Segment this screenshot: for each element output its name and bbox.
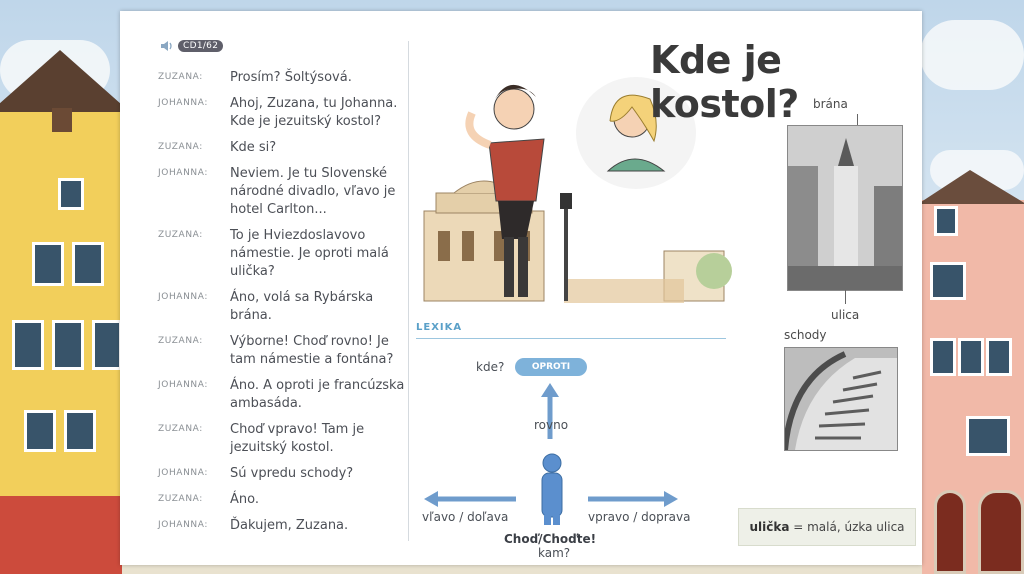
- house-window: [92, 320, 122, 370]
- utterance: Neviem. Je tu Slovenské národné divadlo, vľavo je hotel Carlton...: [230, 166, 396, 217]
- house-window: [52, 320, 84, 370]
- word-right: vpravo / doprava: [588, 510, 691, 524]
- house-window: [58, 178, 84, 210]
- speaker-name: ZUZANA:: [158, 494, 203, 504]
- house-window: [12, 320, 44, 370]
- speaker-name: ZUZANA:: [158, 142, 203, 152]
- pink-house: [922, 200, 1024, 574]
- dialogue-line: [158, 333, 408, 369]
- dialogue-line: [158, 95, 408, 131]
- utterance: Ďakujem, Zuzana.: [230, 518, 349, 533]
- speaker-name: ZUZANA:: [158, 72, 203, 82]
- dialogue-line: [158, 69, 408, 87]
- house-roof: [918, 170, 1024, 204]
- speaker-name: ZUZANA:: [158, 336, 203, 346]
- speaker-icon: [160, 40, 174, 52]
- house-window: [958, 338, 984, 376]
- dialogue-line: [158, 465, 408, 483]
- gloss-definition: = malá, úzka ulica: [789, 520, 905, 534]
- word-where: kde?: [476, 360, 505, 374]
- speaker-name: ZUZANA:: [158, 424, 203, 434]
- gate-photo: [787, 125, 903, 291]
- dialogue-line: [158, 491, 408, 509]
- dialogue-line: [158, 421, 408, 457]
- house-door: [978, 490, 1024, 574]
- house-roof: [0, 50, 130, 112]
- speaker-name: ZUZANA:: [158, 230, 203, 240]
- utterance: Kde si?: [230, 140, 277, 155]
- speaker-name: JOHANNA:: [158, 380, 208, 390]
- opposite-pill: OPROTI: [515, 358, 587, 376]
- house-window: [930, 338, 956, 376]
- photo-caption-stairs: schody: [784, 328, 827, 342]
- utterance: Sú vpredu schody?: [230, 466, 354, 481]
- speaker-name: JOHANNA:: [158, 168, 208, 178]
- house-window: [986, 338, 1012, 376]
- cd-track-badge: CD1/62: [178, 40, 223, 52]
- house-window: [966, 416, 1010, 456]
- yellow-house: [0, 110, 122, 574]
- utterance: Áno.: [230, 492, 259, 507]
- dialogue: [158, 69, 408, 543]
- lexika-heading: LEXIKA: [416, 322, 463, 333]
- house-window: [24, 410, 56, 452]
- column-divider: [408, 41, 409, 541]
- stairs-photo: [784, 347, 898, 451]
- speaker-name: JOHANNA:: [158, 292, 208, 302]
- house-ground-floor: [0, 496, 122, 574]
- dialogue-line: [158, 227, 408, 281]
- dialogue-line: [158, 139, 408, 157]
- utterance: Áno, volá sa Rybárska brána.: [230, 290, 374, 323]
- photo-caption-gate: brána: [813, 97, 848, 111]
- house-door: [934, 490, 966, 574]
- word-go: Choď/Choďte!: [504, 532, 597, 546]
- gloss-box: [738, 508, 916, 546]
- caption-pointer: [845, 290, 846, 304]
- speaker-name: JOHANNA:: [158, 98, 208, 108]
- speaker-name: JOHANNA:: [158, 520, 208, 530]
- dialogue-line: [158, 289, 408, 325]
- speaker-name: JOHANNA:: [158, 468, 208, 478]
- word-straight: rovno: [534, 418, 569, 432]
- gloss-term: ulička: [749, 520, 790, 534]
- photo-caption-street: ulica: [831, 308, 860, 322]
- word-left: vľavo / doľava: [422, 510, 509, 524]
- word-where-to: kam?: [538, 546, 571, 560]
- utterance: Áno. A oproti je francúzska ambasáda.: [230, 378, 405, 411]
- page-title: Kde je kostol?: [650, 38, 799, 126]
- dialogue-line: [158, 377, 408, 413]
- utterance: Prosím? Šoltýsová.: [230, 70, 352, 85]
- audio-track[interactable]: [160, 40, 223, 52]
- lexika-rule: [416, 338, 726, 339]
- house-window: [934, 206, 958, 236]
- house-window: [64, 410, 96, 452]
- direction-arrows: [420, 381, 690, 531]
- dialogue-line: [158, 165, 408, 219]
- dialogue-line: [158, 517, 408, 535]
- house-window: [72, 242, 104, 286]
- textbook-page: [120, 11, 922, 565]
- house-window: [930, 262, 966, 300]
- cloud: [920, 20, 1024, 90]
- utterance: Výborne! Choď rovno! Je tam námestie a fontána?: [230, 334, 394, 367]
- utterance: To je Hviezdoslavovo námestie. Je oproti malá ulička?: [230, 228, 389, 279]
- utterance: Ahoj, Zuzana, tu Johanna. Kde je jezuitský kostol?: [230, 96, 398, 129]
- house-chimney: [52, 108, 72, 132]
- house-window: [32, 242, 64, 286]
- utterance: Choď vpravo! Tam je jezuitský kostol.: [230, 422, 365, 455]
